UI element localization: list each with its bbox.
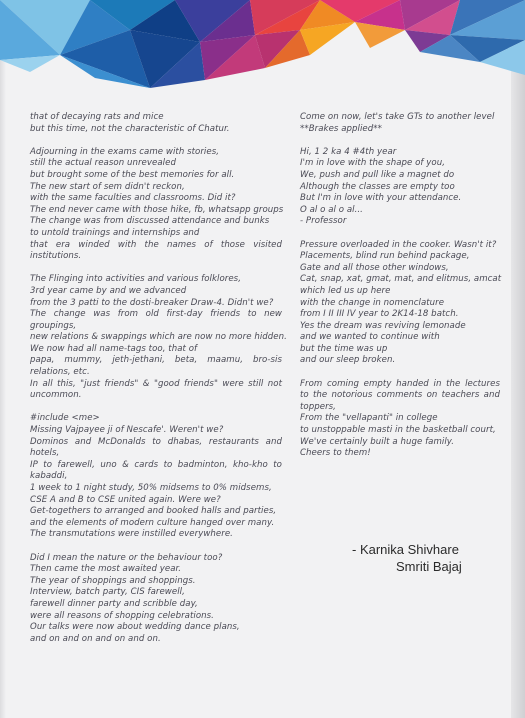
poem-line: and we wanted to continue with: [300, 332, 440, 343]
poem-line: Pressure overloaded in the cooker. Wasn't it?: [300, 239, 497, 250]
poem-line: but this time, not the characteristic of Chatur.: [30, 123, 230, 134]
poem-line: 1 week to 1 night study, 50% midsems to 0% midsems,: [30, 483, 272, 493]
poem-line: but the time was up: [300, 343, 388, 354]
poem-line: We've certainly built a huge family.: [300, 436, 455, 447]
poem-line: were all reasons of shopping celebrations.: [30, 610, 214, 621]
poem-line: I'm in love with the shape of you,: [300, 158, 446, 169]
stanza: [30, 112, 282, 135]
poem-line: that of decaying rats and mice: [30, 112, 164, 122]
poem-line: with the same faculties and classrooms. Did it?: [30, 193, 236, 204]
poem-line: From coming empty handed in the lectures to the notorious comments on teachers and toppers,: [300, 378, 500, 412]
poem-line: Did I mean the nature or the behaviour too?: [30, 552, 223, 563]
poem-line: IP to farewell, uno & cards to badminton, kho-kho to kabaddi,: [30, 459, 282, 482]
stanza: [30, 553, 282, 646]
poem-line: But I'm in love with your attendance.: [300, 193, 462, 204]
poem-line: From the "vellapanti" in college: [300, 413, 438, 424]
stanza: [300, 112, 500, 135]
poem-line: The change was from discussed attendance and bunks: [30, 216, 270, 227]
poem-line: that era winded with the names of those visited institutions.: [30, 239, 282, 262]
stanza: [30, 413, 282, 541]
poem-line: Our talks were now about wedding dance plans,: [30, 622, 240, 633]
poem-line: to unstoppable masti in the basketball court,: [300, 425, 496, 436]
poem-line: Come on now, let's take GTs to another level: [300, 112, 495, 122]
stanza: [30, 274, 287, 402]
stanza: [300, 240, 500, 368]
poem-line: which led us up here: [300, 285, 391, 296]
poem-line: papa, mummy, jeth-jethani, beta, maamu, bro-sis relations, etc.: [30, 355, 282, 378]
poem-line: and our sleep broken.: [300, 355, 396, 366]
poem-line: from I II III IV year to 2K14-18 batch.: [300, 309, 459, 320]
poem-line: - Professor: [300, 216, 347, 227]
poem-line: to untold trainings and internships and: [30, 227, 200, 238]
author-name: - Karnika Shivhare: [352, 542, 459, 557]
poem-line: The transmutations were instilled everywhere.: [30, 529, 233, 540]
poem-line: Get-togethers to arranged and booked halls and parties,: [30, 506, 277, 517]
poem-line: from the 3 patti to the dosti-breaker Draw-4. Didn't we?: [30, 297, 274, 308]
poem-line: Yes the dream was reviving lemonade: [300, 320, 466, 331]
poem-line: Missing Vajpayee ji of Nescafe'. Weren't we?: [30, 425, 224, 436]
poem-line: The end never came with those hike, fb, whatsapp groups: [30, 204, 284, 215]
poem-line: Hi, 1 2 ka 4 #4th year: [300, 146, 397, 157]
poem-line: Cat, snap, xat, gmat, mat, and elitmus, amcat: [300, 274, 502, 285]
poem-line: We, push and pull like a magnet do: [300, 169, 455, 180]
poem-line: Gate and all those other windows,: [300, 262, 449, 273]
poem-line: We now had all name-tags too, that of: [30, 343, 198, 354]
author-name: Smriti Bajaj: [396, 559, 462, 574]
poem-line: Cheers to them!: [300, 448, 371, 459]
poem-line: Interview, batch party, CIS farewell,: [30, 587, 185, 598]
poem-line: The year of shoppings and shoppings.: [30, 575, 196, 586]
right-column: [300, 112, 500, 471]
poem-line: and the elements of modern culture hanged over many.: [30, 517, 275, 528]
poem-line: #include <me>: [30, 413, 100, 424]
left-column: [30, 112, 287, 657]
poem-line: The change was from old first-day friends to new groupings,: [30, 309, 282, 331]
poem-line: new relations & swappings which are now no more hidden.: [30, 332, 287, 343]
poem-line: still the actual reason unrevealed: [30, 158, 176, 169]
poem-line: Dominos and McDonalds to dhabas, restaurants and hotels,: [30, 436, 282, 459]
stanza: [300, 379, 500, 460]
author-credits: [352, 541, 502, 575]
decorative-triangle-banner: [0, 0, 525, 110]
poem-line: The Flinging into activities and various folklores,: [30, 274, 241, 285]
poem-line: Then came the most awaited year.: [30, 564, 182, 575]
poem-line: **Brakes applied**: [300, 123, 382, 134]
poem-line: 3rd year came by and we advanced: [30, 285, 187, 296]
poem-line: In all this, "just friends" & "good friends" were still not uncommon.: [30, 378, 282, 401]
stanza: [30, 147, 282, 263]
poem-line: Although the classes are empty too: [300, 181, 455, 192]
poem-line: CSE A and B to CSE united again. Were we?: [30, 494, 221, 505]
poem-line: Adjourning in the exams came with stories,: [30, 146, 220, 157]
poem-line: O al o al o al...: [300, 204, 363, 215]
poem-line: Placements, blind run behind package,: [300, 251, 470, 262]
poem-line: farewell dinner party and scribble day,: [30, 598, 198, 609]
poem-line: The new start of sem didn't reckon,: [30, 181, 185, 192]
poem-line: with the change in nomenclature: [300, 297, 445, 308]
poem-line: but brought some of the best memories for all.: [30, 169, 235, 180]
poem-line: and on and on and on and on.: [30, 633, 161, 644]
stanza: [300, 147, 500, 228]
